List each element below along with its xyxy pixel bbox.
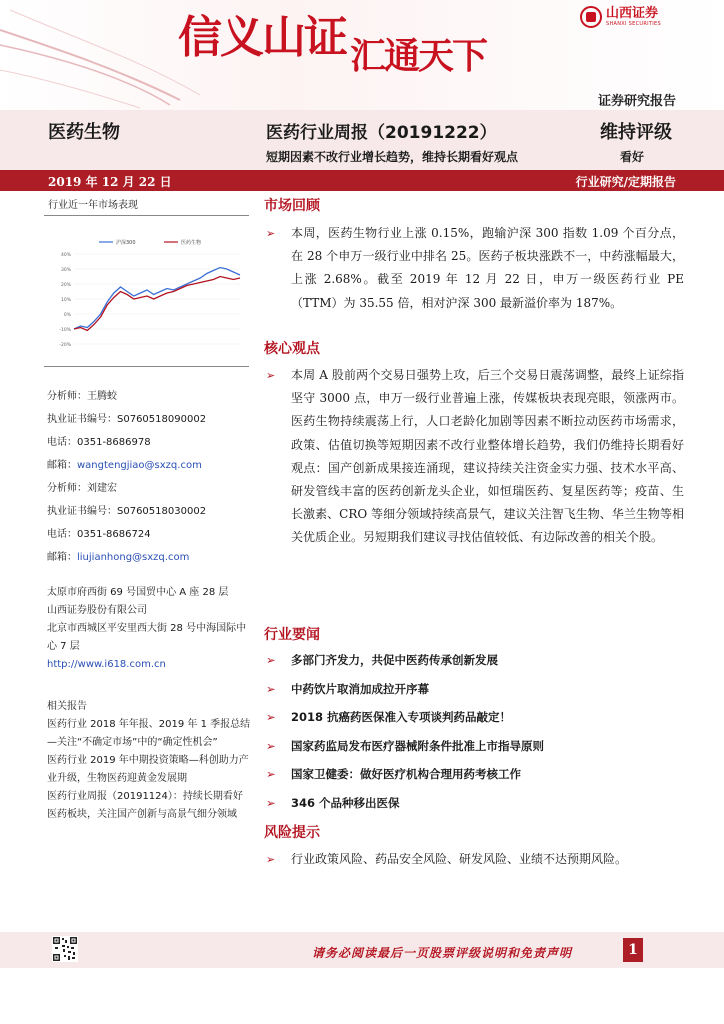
- report-date: 2019 年 12 月 22 日: [48, 175, 172, 189]
- analyst-1-email[interactable]: wangtengjiao@sxzq.com: [77, 460, 202, 471]
- core-view-text: 本周 A 股前两个交易日强势上攻，后三个交易日震荡调整，最终上证综指坚守 3000 点，申万一级行业普遍上涨，传媒板块表现亮眼，领涨两市。医药生物持续震荡上行，人口老龄化加剧等因素不断拉动医药市场需求，政策、估值切换等短期因素不改行业整体增长趋势，我们仍维持长期看好观点：国产创新成果接连涌现，建议持续关注资金实力强、技术水平高、研发管线丰富的医药创新龙头企业，如恒瑞医药、复星医药等；疫苗、生长激素、CRO 等细分领域持续高景气，建议关注智飞生物、华兰生物等相关优质企业。另短期我们建议寻找估值较低、有边际改善的相关个股。: [291, 368, 684, 545]
- bullet-arrow-icon: ➢: [266, 369, 276, 382]
- section-market-review-heading: 市场回顾: [264, 198, 320, 214]
- rating-label: 维持评级: [600, 122, 672, 143]
- related-report-item[interactable]: 医药行业 2019 年中期投资策略—科创助力产业升级，生物医药迎黄金发展期: [47, 755, 249, 784]
- related-report-item[interactable]: 医药行业周报（20191124）：持续长期看好医药板块，关注国产创新与高景气细分领域: [47, 791, 243, 820]
- company-logo: [580, 6, 661, 28]
- logo-name-cn: 山西证券: [606, 5, 659, 21]
- slogan-part2: 汇通天下: [350, 36, 487, 77]
- news-title: 中药饮片取消加成拉开序幕: [291, 681, 429, 696]
- analyst-2-cert: 执业证书编号：S0760518030002: [47, 506, 207, 517]
- chart-divider: [44, 366, 249, 367]
- news-item[interactable]: [266, 707, 684, 736]
- report-title: 医药行业周报（20191222）: [266, 123, 497, 143]
- y-tick-label: -20%: [59, 343, 71, 348]
- news-item[interactable]: [266, 736, 684, 765]
- section-risk-heading: 风险提示: [264, 825, 320, 841]
- news-item[interactable]: [266, 793, 684, 822]
- chart-title: 行业近一年市场表现: [44, 193, 249, 216]
- slogan-part1: 信义山证: [178, 12, 346, 63]
- bullet-arrow-icon: ➢: [266, 767, 276, 782]
- bullet-arrow-icon: ➢: [266, 853, 276, 866]
- related-title: 相关报告: [47, 701, 87, 712]
- qr-code-icon: [52, 936, 78, 962]
- date-bar: [0, 170, 724, 191]
- disclaimer: 请务必阅读最后一页股票评级说明和免责声明: [312, 946, 573, 960]
- y-tick-label: 20%: [60, 283, 71, 288]
- legend-label: 沪深300: [116, 240, 136, 246]
- address-line-2: 山西证券股份有限公司: [47, 605, 147, 616]
- company-address: [47, 584, 252, 674]
- y-tick-label: 0%: [63, 313, 71, 318]
- report-subtitle: 短期因素不改行业增长趋势，维持长期看好观点: [266, 150, 519, 164]
- news-title: 多部门齐发力，共促中医药传承创新发展: [291, 653, 498, 667]
- bullet-arrow-icon: ➢: [266, 710, 276, 725]
- related-reports: [47, 698, 252, 824]
- news-title: 国家卫健委：做好医疗机构合理用药考核工作: [291, 767, 521, 782]
- news-item[interactable]: [266, 764, 684, 793]
- address-line-1: 太原市府西街 69 号国贸中心 A 座 28 层: [47, 587, 229, 598]
- email-label: 邮箱：: [47, 460, 77, 471]
- analyst-2-name: 分析师：刘建宏: [47, 483, 117, 494]
- left-column: [44, 193, 249, 367]
- news-title: 2018 抗癌药医保准入专项谈判药品敲定！: [291, 710, 512, 725]
- page-number: 1: [623, 938, 643, 962]
- analyst-1-cert: 执业证书编号：S0760518090002: [47, 414, 207, 425]
- slogan: [178, 12, 487, 77]
- address-line-3: 北京市西城区平安里西大街 28 号中海国际中心 7 层: [47, 623, 247, 652]
- series-line-医药生物: [74, 277, 240, 331]
- email-label: 邮箱：: [47, 552, 77, 563]
- bullet-arrow-icon: ➢: [266, 227, 276, 240]
- news-title: 国家药监局发布医疗器械附条件批准上市指导原则: [291, 738, 544, 753]
- rating-value: 看好: [620, 150, 645, 164]
- analyst-1-name: 分析师：王腾蛟: [47, 391, 117, 402]
- header-banner: [0, 0, 724, 110]
- analyst-info: [47, 385, 252, 569]
- sector-name: 医药生物: [48, 122, 120, 143]
- y-tick-label: 30%: [60, 268, 71, 273]
- analyst-2-email[interactable]: liujianhong@sxzq.com: [77, 552, 190, 563]
- report-kind: 证券研究报告: [597, 94, 676, 109]
- bullet-arrow-icon: ➢: [266, 681, 276, 696]
- legend-label: 医药生物: [181, 240, 202, 246]
- y-tick-label: 40%: [60, 253, 71, 258]
- market-chart-svg: [44, 216, 249, 366]
- market-review-paragraph: [266, 222, 684, 315]
- core-view-paragraph: [266, 364, 684, 550]
- bullet-arrow-icon: ➢: [266, 738, 276, 753]
- logo-name-en: SHANXI SECURITIES: [606, 21, 661, 28]
- section-core-view-heading: 核心观点: [264, 341, 320, 357]
- news-item[interactable]: [266, 679, 684, 708]
- logo-icon: [580, 6, 602, 28]
- industry-news-list: [266, 650, 684, 822]
- analyst-2-phone: 电话：0351-8686724: [47, 529, 151, 540]
- company-url[interactable]: http://www.i618.com.cn: [47, 659, 166, 670]
- news-title: 346 个品种移出医保: [291, 795, 400, 810]
- news-item[interactable]: [266, 650, 684, 679]
- analyst-1-email-row: [47, 454, 252, 477]
- section-industry-news-heading: 行业要闻: [264, 627, 320, 643]
- risk-paragraph: [266, 848, 684, 871]
- bullet-arrow-icon: ➢: [266, 653, 276, 667]
- report-type: 行业研究/定期报告: [575, 175, 676, 189]
- y-tick-label: 10%: [60, 298, 71, 303]
- market-review-text: 本周，医药生物行业上涨 0.15%，跑输沪深 300 指数 1.09 个百分点，在 28 个申万一级行业中排名 25。医药子板块涨跌不一，中药涨幅最大，上涨 2.68%。截至 2019 年 12 月 22 日，申万一级医药行业 PE（TTM）为 35.55 倍，相对沪深 300 最新溢价率为 187%。: [291, 226, 684, 310]
- related-report-item[interactable]: 医药行业 2018 年年报、2019 年 1 季报总结—关注“不确定市场”中的“确定性机会”: [47, 719, 251, 748]
- analyst-2-email-row: [47, 546, 252, 569]
- y-tick-label: -10%: [59, 328, 71, 333]
- risk-text: 行业政策风险、药品安全风险、研发风险、业绩不达预期风险。: [291, 852, 628, 866]
- market-chart: [44, 216, 249, 366]
- analyst-1-phone: 电话：0351-8686978: [47, 437, 151, 448]
- bullet-arrow-icon: ➢: [266, 795, 276, 810]
- title-band: [0, 110, 724, 170]
